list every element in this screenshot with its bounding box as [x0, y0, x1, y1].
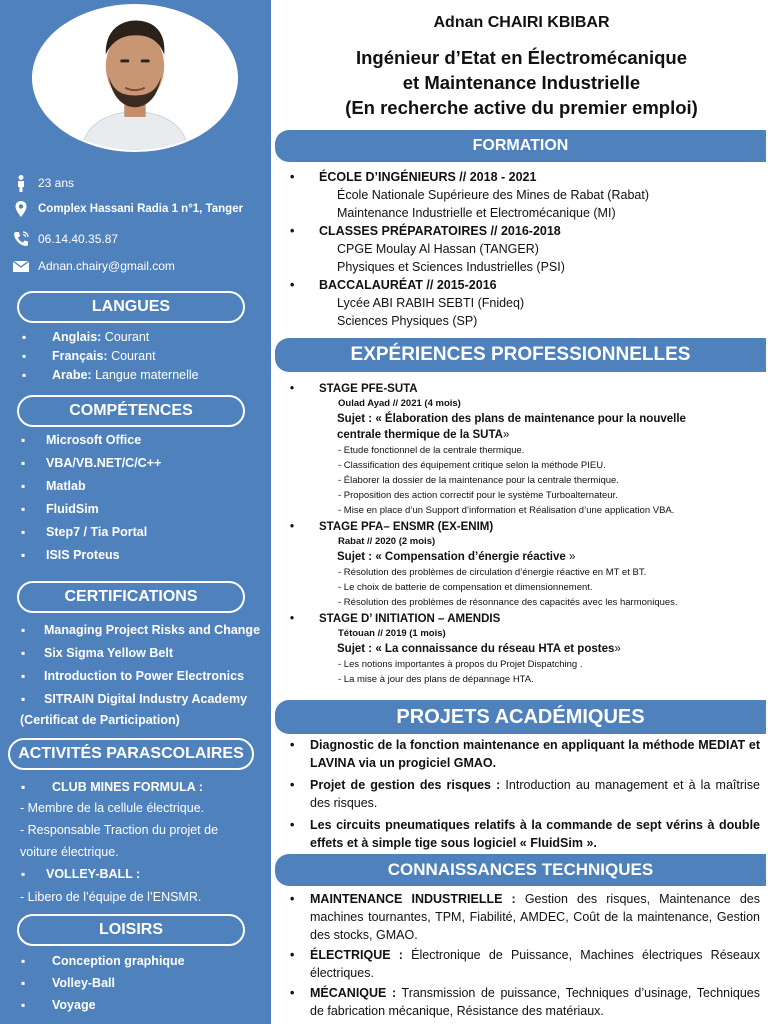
- club-details: [20, 797, 268, 863]
- connaissance-item: [290, 946, 760, 982]
- club-detail-line: - Responsable Traction du projet de: [20, 823, 219, 837]
- certification-note: [20, 709, 268, 731]
- experience-task: - La mise à jour des plans de dépannage HTA.: [338, 674, 534, 685]
- projet-desc: Introduction au management et à la maîtrise des risques.: [310, 778, 760, 810]
- contact-phone: [10, 228, 268, 250]
- competence-item: ▪ FluidSim: [0, 498, 271, 521]
- language-name: Français:: [52, 349, 108, 363]
- language-name: Arabe:: [52, 368, 92, 382]
- projet-item: [290, 776, 760, 812]
- projet-title: Diagnostic de la fonction maintenance en appliquant la méthode MEDIAT et LAVINA via un progiciel GMAO.: [310, 738, 760, 770]
- formation-line: École Nationale Supérieure des Mines de Rabat (Rabat): [337, 188, 649, 202]
- connaissance-title: MÉCANIQUE :: [310, 986, 397, 1000]
- formation-title: • ÉCOLE D’INGÉNIEURS // 2018 - 2021: [290, 168, 766, 186]
- formation-line: Maintenance Industrielle et Electromécanique (MI): [337, 206, 616, 220]
- formation-line: CPGE Moulay Al Hassan (TANGER): [337, 242, 539, 256]
- volley-detail-line: - Libero de l’équipe de l’ENSMR.: [20, 890, 202, 904]
- subject-close: »: [569, 551, 576, 563]
- sidebar: [0, 0, 271, 1024]
- language-level: Langue maternelle: [95, 368, 199, 382]
- club-detail-line: voiture électrique.: [20, 845, 119, 859]
- formation-title: • CLASSES PRÉPARATOIRES // 2016-2018: [290, 222, 766, 240]
- experience-task: - Résolution des problèmes de circulation d’énergie réactive en MT et BT.: [338, 567, 647, 578]
- experience-task: - Élaborer la dossier de la maintenance pour la centrale thermique.: [338, 475, 619, 486]
- connaissance-title: MAINTENANCE INDUSTRIELLE :: [310, 892, 516, 906]
- profile-photo-illustration: [34, 6, 236, 150]
- connaissance-item: [290, 984, 760, 1020]
- formation-title: • BACCALAURÉAT // 2015-2016: [290, 276, 766, 294]
- experience-task: - Les notions importantes à propos du Projet Dispatching .: [338, 659, 583, 670]
- langues-list: [0, 328, 271, 385]
- club-title: ▪ CLUB MINES FORMULA :: [0, 776, 271, 798]
- experience-date: Rabat // 2020 (2 mois): [338, 536, 436, 547]
- competence-item: ▪ ISIS Proteus: [0, 544, 271, 567]
- loisir-item: ▪ Conception graphique: [0, 950, 271, 972]
- language-item: [0, 347, 271, 366]
- certification-item: ▪ Six Sigma Yellow Belt: [0, 642, 271, 665]
- subject-text: « La connaissance du réseau HTA et postes: [375, 643, 615, 655]
- phone-icon: [10, 229, 32, 249]
- formation-line: Sciences Physiques (SP): [337, 314, 478, 328]
- connaissances-list: [290, 890, 760, 1024]
- address-text: Complex Hassani Radia 1 n°1, Tanger: [38, 203, 244, 215]
- competences-list: [0, 429, 271, 567]
- competence-item: ▪ Matlab: [0, 475, 271, 498]
- competence-item: ▪ VBA/VB.NET/C/C++: [0, 452, 271, 475]
- language-item: [0, 328, 271, 347]
- experience-task: - Résolution des problèmes de résonnance des capacités avec les harmoniques.: [338, 597, 678, 608]
- subject-label: Sujet :: [337, 413, 373, 425]
- phone-text[interactable]: 06.14.40.35.87: [38, 232, 119, 246]
- contact-address: [10, 198, 268, 220]
- volley-title-list: [0, 863, 271, 886]
- job-title-line: Ingénieur d’Etat en Électromécanique: [355, 47, 688, 68]
- subject-text: centrale thermique de la SUTA: [337, 429, 503, 441]
- certification-note-text: (Certificat de Participation): [20, 713, 180, 727]
- loisir-item: ▪ Voyage: [0, 994, 271, 1016]
- club-title-list: [0, 776, 271, 798]
- subject-label: Sujet :: [337, 551, 373, 563]
- age-text: 23 ans: [38, 176, 75, 190]
- connaissance-desc: Gestion des risques, Maintenance des machines tournantes, TPM, Fiabilité, AMDEC, Coût de la maintenance, Gestion des stocks, GMAO.: [310, 892, 760, 942]
- subject-close: »: [502, 429, 510, 441]
- experiences-heading: EXPÉRIENCES PROFESSIONNELLES: [275, 338, 766, 372]
- subject-text: « Élaboration des plans de maintenance pour la nouvelle: [375, 413, 686, 425]
- person-icon: [10, 173, 32, 193]
- langues-heading: LANGUES: [17, 291, 245, 323]
- profile-photo: [32, 4, 238, 152]
- job-title-line: et Maintenance Industrielle: [402, 72, 641, 93]
- experience-title: • STAGE PFE-SUTA: [290, 382, 766, 397]
- competence-item: ▪ Step7 / Tia Portal: [0, 521, 271, 544]
- certification-item: ▪ Managing Project Risks and Change: [0, 619, 271, 642]
- experience-task: - Etude fonctionnel de la centrale thermique.: [338, 445, 525, 456]
- certifications-heading: CERTIFICATIONS: [17, 581, 245, 613]
- contact-age: [10, 172, 268, 194]
- connaissances-heading: CONNAISSANCES TECHNIQUES: [275, 854, 766, 886]
- loisir-item: ▪ Volley-Ball: [0, 972, 271, 994]
- connaissance-item: [290, 890, 760, 944]
- job-title-line: (En recherche active du premier emploi): [345, 97, 698, 118]
- cv-header: [275, 12, 768, 120]
- language-item: [0, 366, 271, 385]
- experiences-list: [290, 382, 766, 687]
- competence-item: ▪ Microsoft Office: [0, 429, 271, 452]
- activites-heading: ACTIVITÉS PARASCOLAIRES: [8, 738, 254, 770]
- experience-task: - Mise en place d’un Support d’information et Réalisation d’une application VBA.: [338, 505, 675, 516]
- competences-heading: COMPÉTENCES: [17, 395, 245, 427]
- contact-email: [10, 255, 268, 277]
- volley-details: [20, 886, 268, 908]
- certifications-list: [0, 619, 271, 711]
- experience-task: - Classification des équipement critique selon la méthode PIEU.: [338, 460, 606, 471]
- experience-title: • STAGE PFA– ENSMR (EX-ENIM): [290, 520, 766, 535]
- connaissance-desc: Transmission de puissance, Techniques d’usinage, Techniques de fabrication mécanique, Résistance des matériaux.: [310, 986, 761, 1018]
- formation-line: Lycée ABI RABIH SEBTI (Fnideq): [337, 296, 525, 310]
- experience-date: Tétouan // 2019 (1 mois): [338, 628, 446, 639]
- experience-date: Oulad Ayad // 2021 (4 mois): [338, 398, 461, 409]
- experience-subject: [290, 641, 766, 657]
- candidate-name: Adnan CHAIRI KBIBAR: [433, 14, 610, 31]
- experience-task: - Le choix de batterie de compensation et dimensionnement.: [338, 582, 593, 593]
- formation-heading: FORMATION: [275, 130, 766, 162]
- formation-line: Physiques et Sciences Industrielles (PSI): [337, 260, 565, 274]
- email-link[interactable]: Adnan.chairy@gmail.com: [38, 259, 175, 273]
- loisirs-list: [0, 950, 271, 1016]
- projet-item: [290, 736, 760, 772]
- language-level: Courant: [104, 330, 150, 344]
- subject-text: « Compensation d’énergie réactive: [375, 551, 566, 563]
- experience-task: - Proposition des action correctif pour le système Turboalternateur.: [338, 490, 618, 501]
- projets-list: [290, 736, 760, 856]
- experience-subject-cont: [290, 427, 766, 443]
- subject-label: Sujet :: [337, 643, 373, 655]
- location-pin-icon: [10, 199, 32, 219]
- language-level: Courant: [111, 349, 156, 363]
- experience-subject: [290, 411, 766, 427]
- certification-item: ▪ Introduction to Power Electronics: [0, 665, 271, 688]
- experience-subject: [290, 549, 766, 565]
- envelope-icon: [10, 256, 32, 276]
- language-name: Anglais:: [52, 330, 102, 344]
- loisirs-heading: LOISIRS: [17, 914, 245, 946]
- experience-title: • STAGE D’ INITIATION – AMENDIS: [290, 612, 766, 627]
- subject-close: »: [614, 643, 621, 655]
- certification-item: ▪ SITRAIN Digital Industry Academy: [0, 688, 271, 711]
- formation-list: [290, 168, 766, 330]
- connaissance-desc: Électronique de Puissance, Machines électriques Réseaux électriques.: [310, 948, 760, 980]
- connaissance-title: ÉLECTRIQUE :: [310, 948, 403, 962]
- projet-title: Projet de gestion des risques :: [310, 778, 501, 792]
- projet-title: Les circuits pneumatiques relatifs à la commande de sept vérins à double effets et à simple tige sous logiciel « FluidSim ».: [310, 818, 760, 850]
- volley-title: ▪ VOLLEY-BALL :: [0, 863, 271, 886]
- projet-item: [290, 816, 760, 852]
- projets-heading: PROJETS ACADÉMIQUES: [275, 700, 766, 734]
- club-detail-line: - Membre de la cellule électrique.: [20, 801, 205, 815]
